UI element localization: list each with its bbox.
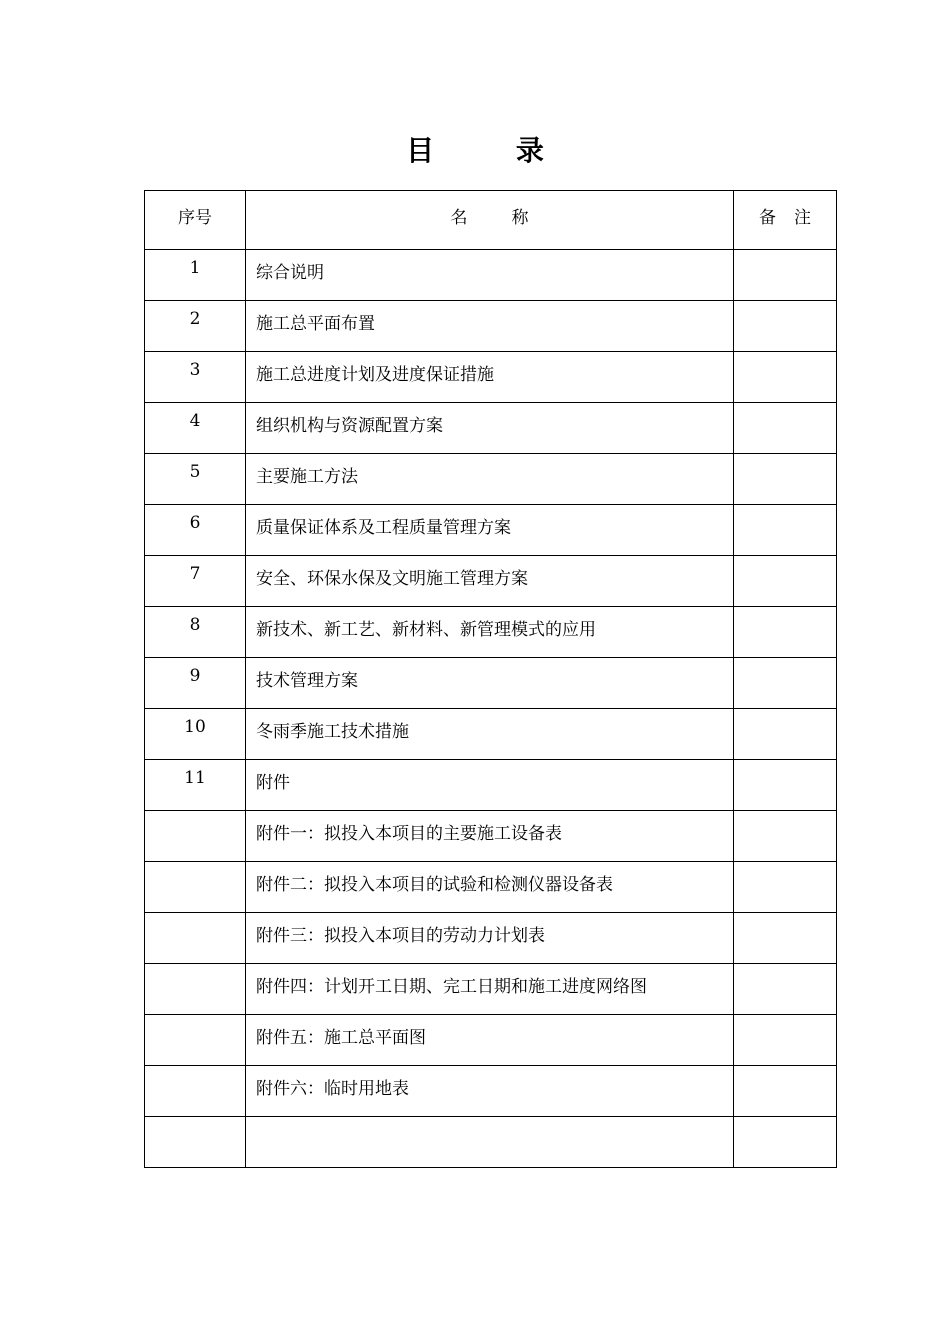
table-row [145,709,837,760]
table-row [145,760,837,811]
table-row [145,403,837,454]
row-name: 附件四：计划开工日期、完工日期和施工进度网络图 [246,964,734,1015]
table-row [145,607,837,658]
row-no [145,1066,246,1117]
row-note [734,964,837,1015]
page-title: 目 录 [406,134,580,167]
row-name: 技术管理方案 [246,658,734,709]
row-note [734,607,837,658]
row-note [734,403,837,454]
row-no: 5 [145,454,246,505]
row-note [734,709,837,760]
table-row [145,454,837,505]
row-name [246,1117,734,1168]
row-name: 附件六：临时用地表 [246,1066,734,1117]
header-note: 备注 [734,191,837,250]
table-row [145,1066,837,1117]
row-note [734,250,837,301]
row-no: 9 [145,658,246,709]
row-no [145,1015,246,1066]
row-note [734,301,837,352]
row-name: 附件三：拟投入本项目的劳动力计划表 [246,913,734,964]
header-name: 名称 [246,191,734,250]
row-no: 11 [145,760,246,811]
row-no [145,1117,246,1168]
row-no: 4 [145,403,246,454]
table-row [145,301,837,352]
toc-table [144,190,837,1168]
toc-body [145,250,837,1168]
row-no: 2 [145,301,246,352]
table-row [145,811,837,862]
table-row [145,913,837,964]
row-name: 附件二：拟投入本项目的试验和检测仪器设备表 [246,862,734,913]
row-note [734,1066,837,1117]
row-name: 冬雨季施工技术措施 [246,709,734,760]
row-note [734,913,837,964]
row-note [734,505,837,556]
table-row [145,352,837,403]
table-row [145,250,837,301]
row-name: 质量保证体系及工程质量管理方案 [246,505,734,556]
table-row [145,862,837,913]
table-header-row [145,191,837,250]
row-note [734,454,837,505]
row-name: 附件 [246,760,734,811]
row-name: 新技术、新工艺、新材料、新管理模式的应用 [246,607,734,658]
row-no: 1 [145,250,246,301]
row-name: 组织机构与资源配置方案 [246,403,734,454]
row-no [145,964,246,1015]
row-no: 3 [145,352,246,403]
row-name: 附件五：施工总平面图 [246,1015,734,1066]
table-row [145,505,837,556]
table-row [145,1117,837,1168]
row-no [145,811,246,862]
row-note [734,352,837,403]
row-no: 8 [145,607,246,658]
row-note [734,760,837,811]
row-name: 附件一：拟投入本项目的主要施工设备表 [246,811,734,862]
table-row [145,658,837,709]
row-note [734,1015,837,1066]
header-no: 序号 [145,191,246,250]
row-no [145,913,246,964]
row-name: 主要施工方法 [246,454,734,505]
row-note [734,556,837,607]
row-note [734,1117,837,1168]
row-no: 7 [145,556,246,607]
table-row [145,556,837,607]
row-name: 施工总平面布置 [246,301,734,352]
row-no: 10 [145,709,246,760]
row-note [734,658,837,709]
row-name: 安全、环保水保及文明施工管理方案 [246,556,734,607]
row-no: 6 [145,505,246,556]
table-row [145,964,837,1015]
row-name: 施工总进度计划及进度保证措施 [246,352,734,403]
row-note [734,811,837,862]
row-name: 综合说明 [246,250,734,301]
table-row [145,1015,837,1066]
row-no [145,862,246,913]
row-note [734,862,837,913]
